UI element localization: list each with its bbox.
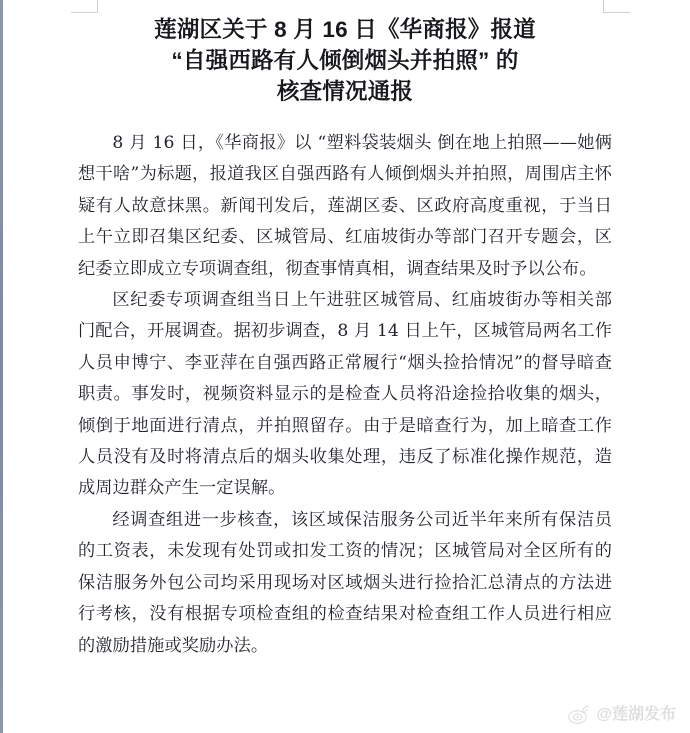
document-title-line-1: 莲湖区关于 8 月 16 日《华商报》报道 (154, 17, 536, 42)
document-body (0, 107, 690, 662)
body-paragraph: 经调查组进一步核查，该区域保洁服务公司近半年来所有保洁员的工资表，未发现有处罚或扣发工资的情况；区城管局对全区所有的保洁服务外包公司均采用现场对区域烟头进行捡拾汇总清点的方法进行考核，没有根据专项检查组的检查结果对检查组工作人员进行相应的激励措施或奖励办法。 (78, 509, 612, 656)
corner-bracket-right-icon (603, 0, 630, 13)
document-title-line-3: 核查情况通报 (276, 79, 414, 104)
document-title-line-2: “自强西路有人倾倒烟头并拍照” 的 (171, 48, 519, 73)
corner-bracket-left-icon (71, 0, 98, 13)
body-paragraph: 8 月 16 日，《华商报》以 “塑料袋装烟头 倒在地上拍照——她俩想干啥”为标题，报道我区自强西路有人倾倒烟头并拍照，周围店主怀疑有人故意抹黑。新闻刊发后，莲湖区委、区政府高度重视，于当日上午立即召集区纪委、区城管局、红庙坡街办等部门召开专题会，区纪委立即成立专项调查组，彻查事情真相，调查结果及时予以公布。 (78, 133, 612, 279)
left-edge-stripe (0, 0, 3, 733)
weibo-eye-icon (568, 705, 591, 724)
document-title (0, 0, 690, 107)
weibo-watermark (568, 705, 676, 724)
body-paragraph: 区纪委专项调查组当日上午进驻区城管局、红庙坡街办等相关部门配合，开展调查。据初步调查，8 月 14 日上午，区城管局两名工作人员申博宁、李亚萍在自强西路正常履行“烟头捡拾情况”的督导暗查职责。事发时，视频资料显示的是检查人员将沿途捡拾收集的烟头，倾倒于地面进行清点，并拍照留存。由于是暗查行为，加上暗查工作人员没有及时将清点后的烟头收集处理，违反了标准化操作规范，造成周边群众产生一定误解。 (78, 290, 612, 499)
weibo-watermark-handle: @莲湖发布 (596, 705, 676, 723)
